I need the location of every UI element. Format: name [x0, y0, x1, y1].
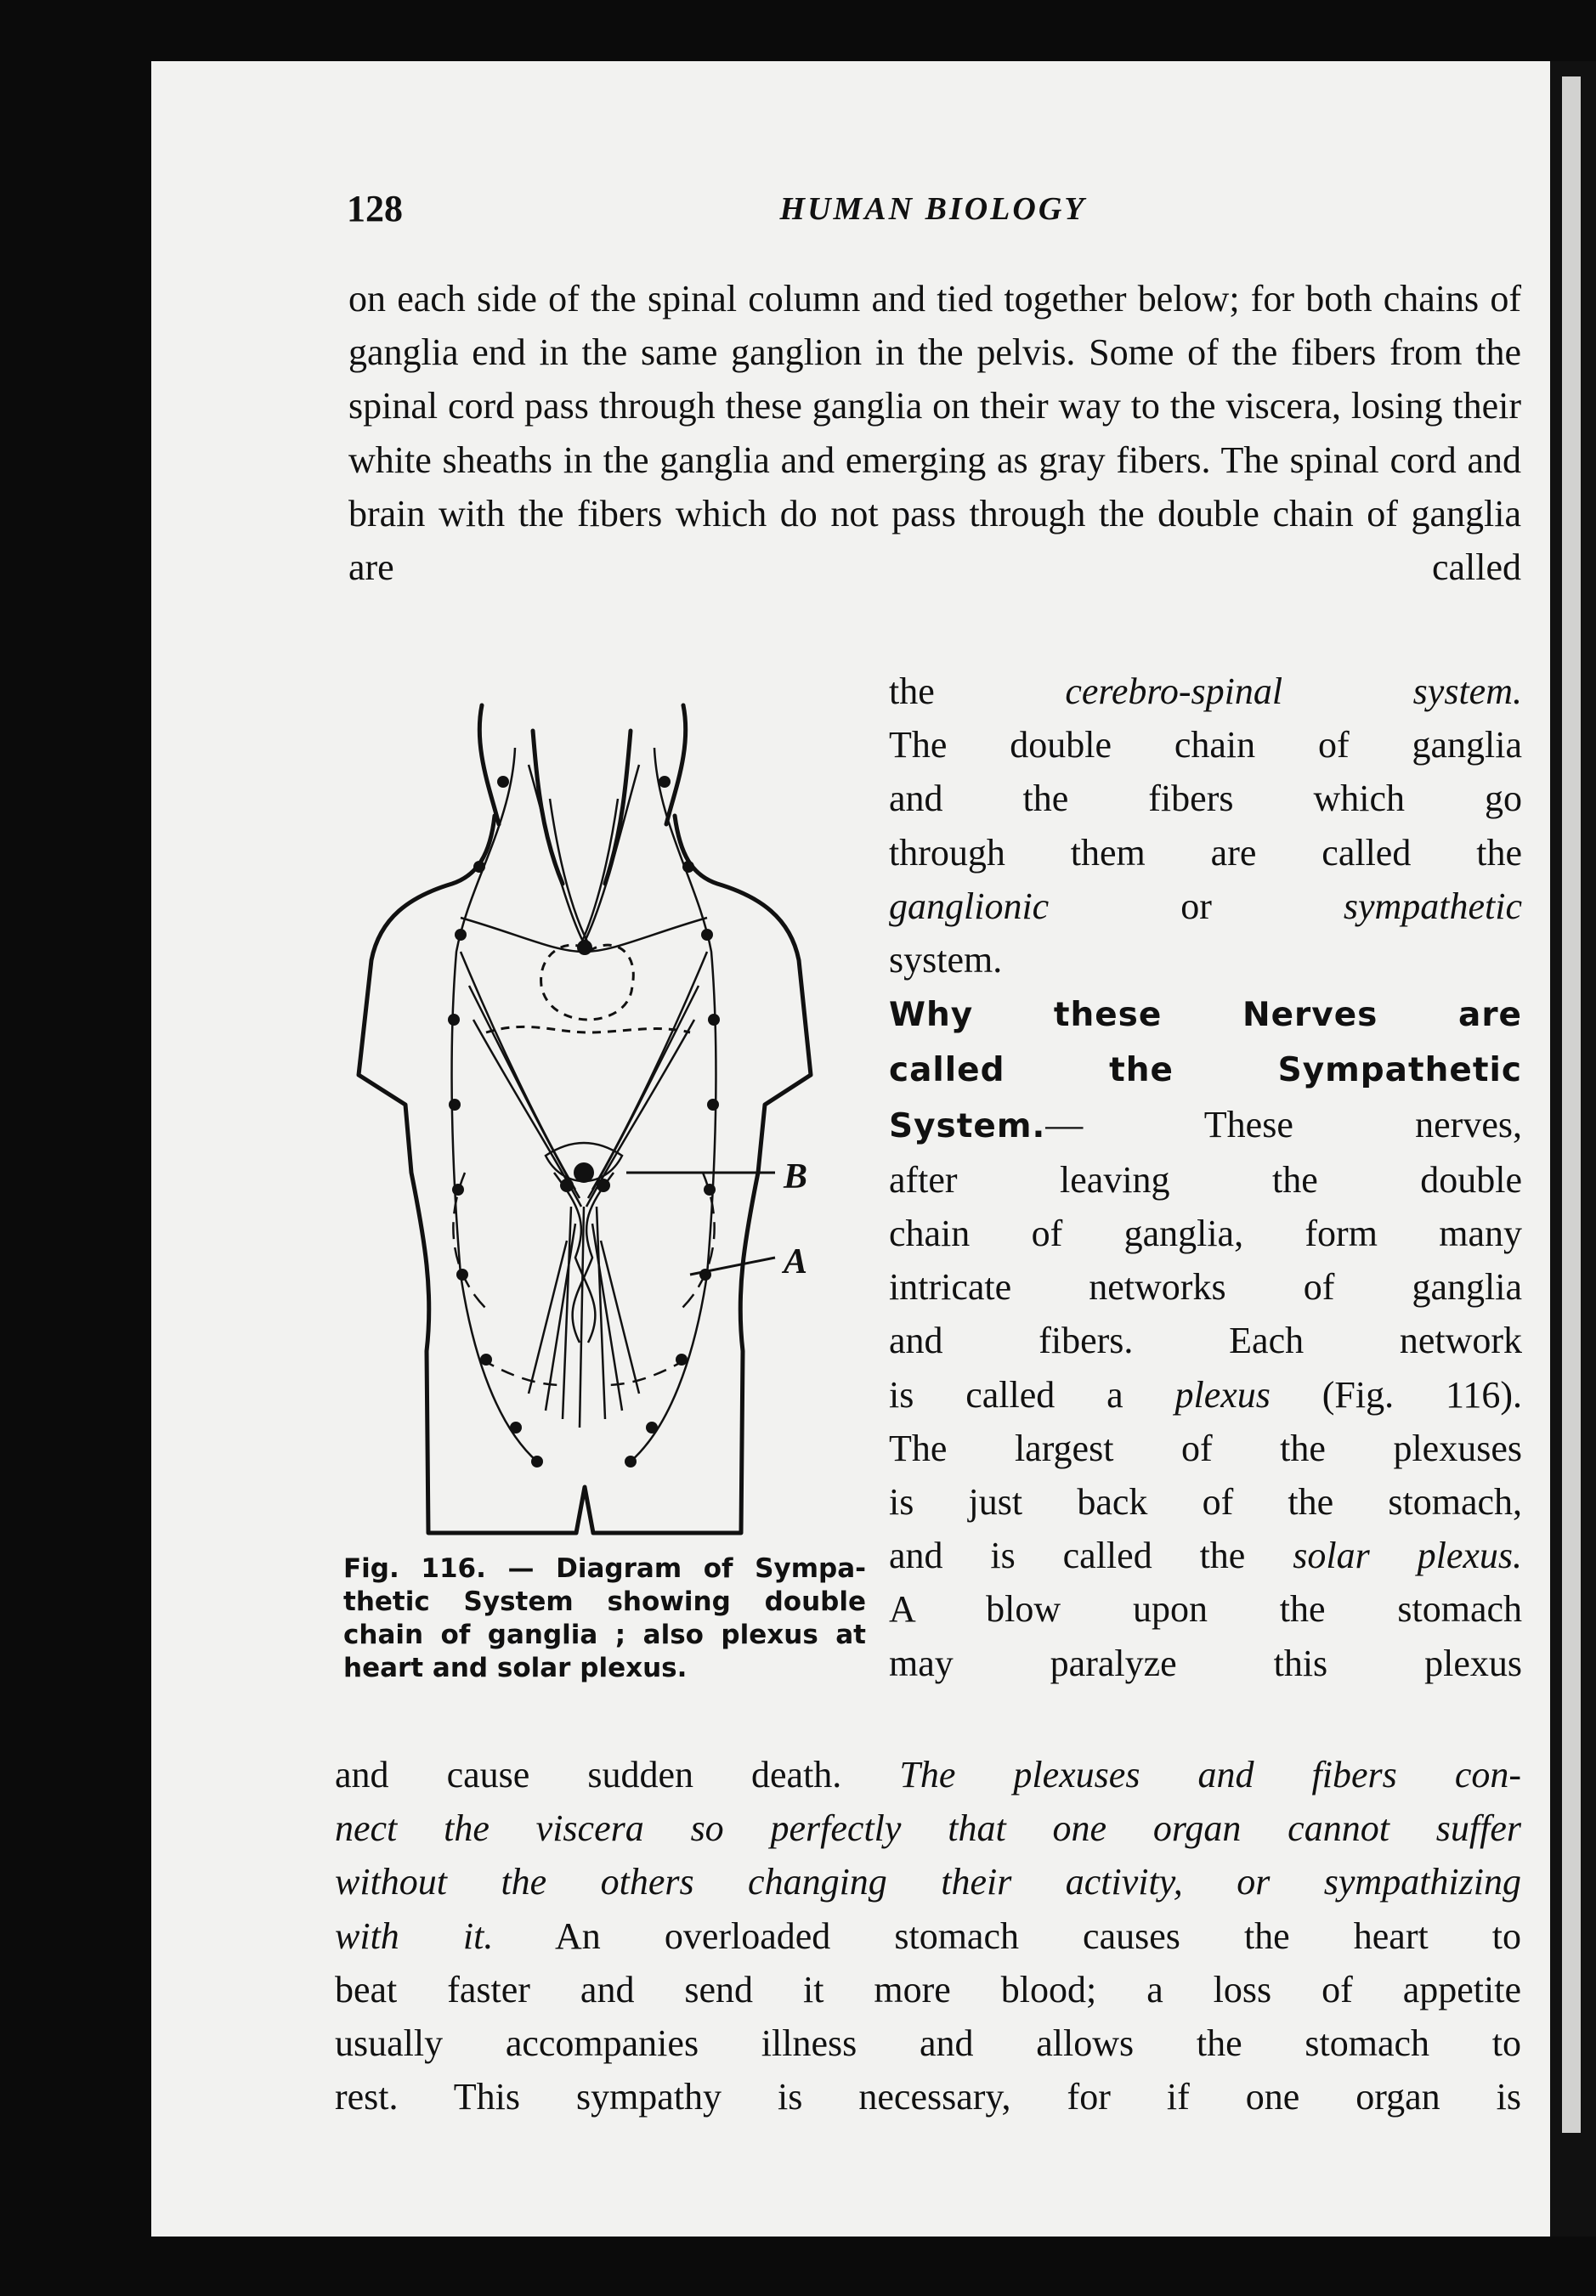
text-line: with it. An overloaded stomach causes the heart to	[335, 1914, 1521, 1957]
running-title: HUMAN BIOLOGY	[779, 191, 1087, 227]
text-line: The double chain of ganglia	[889, 724, 1522, 766]
paragraph-closing	[335, 1748, 1521, 2124]
text-line: rest. This sympathy is necessary, for if one organ is	[335, 2076, 1521, 2118]
text-line: the cerebro-spinal system.	[889, 670, 1522, 712]
term-ganglionic: ganglionic	[889, 885, 1050, 927]
nerve-fibers	[452, 748, 716, 1462]
text-line: The largest of the plexuses	[889, 1427, 1522, 1469]
text-line: is just back of the stomach,	[889, 1481, 1522, 1524]
text-line: and the fibers which go	[889, 778, 1522, 820]
heart-outline	[541, 945, 634, 1020]
term-cerebro-spinal: cerebro-spinal system.	[1065, 670, 1522, 712]
paragraph-opening: on each side of the spinal column and tied together below; for both chains of ganglia end in the same ganglion in the pelvis. Some of the fibers from the spinal cord pass through these ganglia on their way to the viscera, losing their white sheaths in the ganglia and emerging as gray fibers. The spinal cord and brain with the fibers which do not pass through the double chain of ganglia are called	[348, 278, 1521, 589]
page-header	[347, 187, 1520, 246]
ganglia	[448, 776, 720, 1468]
caption-line: chain of ganglia ; also plexus at	[343, 1620, 866, 1650]
column-text	[889, 664, 1522, 1690]
text-line: intricate networks of ganglia	[889, 1266, 1522, 1309]
text-line: and cause sudden death. The plexuses and fibers con-	[335, 1754, 1521, 1796]
term-solar-plexus: solar plexus.	[1293, 1535, 1522, 1577]
text-line: through them are called the	[889, 831, 1522, 874]
text-line: without the others changing their activity, or sympathizing	[335, 1861, 1521, 1903]
label-a: A	[784, 1242, 808, 1281]
text-line: A blow upon the stomach	[889, 1588, 1522, 1631]
figure-sympathetic-system	[333, 697, 870, 1547]
text-line: System.— These nerves,	[889, 1103, 1522, 1145]
text-line: is called a plexus (Fig. 116).	[889, 1373, 1522, 1416]
text-line: system.	[889, 939, 1003, 981]
caption-line: heart and solar plexus.	[343, 1653, 688, 1683]
torso-nerve-diagram	[333, 697, 870, 1547]
text-line: after leaving the double	[889, 1158, 1522, 1201]
text-line: and fibers. Each network	[889, 1320, 1522, 1362]
side-heading-line: Why these Nerves are	[889, 996, 1522, 1035]
term-plexus: plexus	[1174, 1373, 1271, 1416]
text-line: nect the viscera so perfectly that one organ cannot suffer	[335, 1807, 1521, 1850]
caption-line: Fig. 116. — Diagram of Sympa-	[343, 1553, 866, 1584]
side-heading-line: called the Sympathetic	[889, 1051, 1522, 1090]
page-number: 128	[347, 188, 403, 229]
adjacent-page-edge	[1562, 76, 1581, 2133]
label-b: B	[784, 1157, 808, 1196]
text-line: usually accompanies illness and allows the stomach to	[335, 2022, 1521, 2065]
text-line: and is called the solar plexus.	[889, 1535, 1522, 1577]
text-line: beat faster and send it more blood; a loss of appetite	[335, 1968, 1521, 2010]
text-line: chain of ganglia, form many	[889, 1213, 1522, 1255]
term-sympathetic: sympathetic	[1343, 885, 1522, 927]
caption-line: thetic System showing double	[343, 1586, 866, 1617]
text-line: ganglionic or sympathetic	[889, 885, 1522, 927]
figure-caption	[343, 1552, 866, 1685]
text-line: may paralyze this plexus	[889, 1642, 1522, 1684]
book-page	[151, 61, 1550, 2237]
